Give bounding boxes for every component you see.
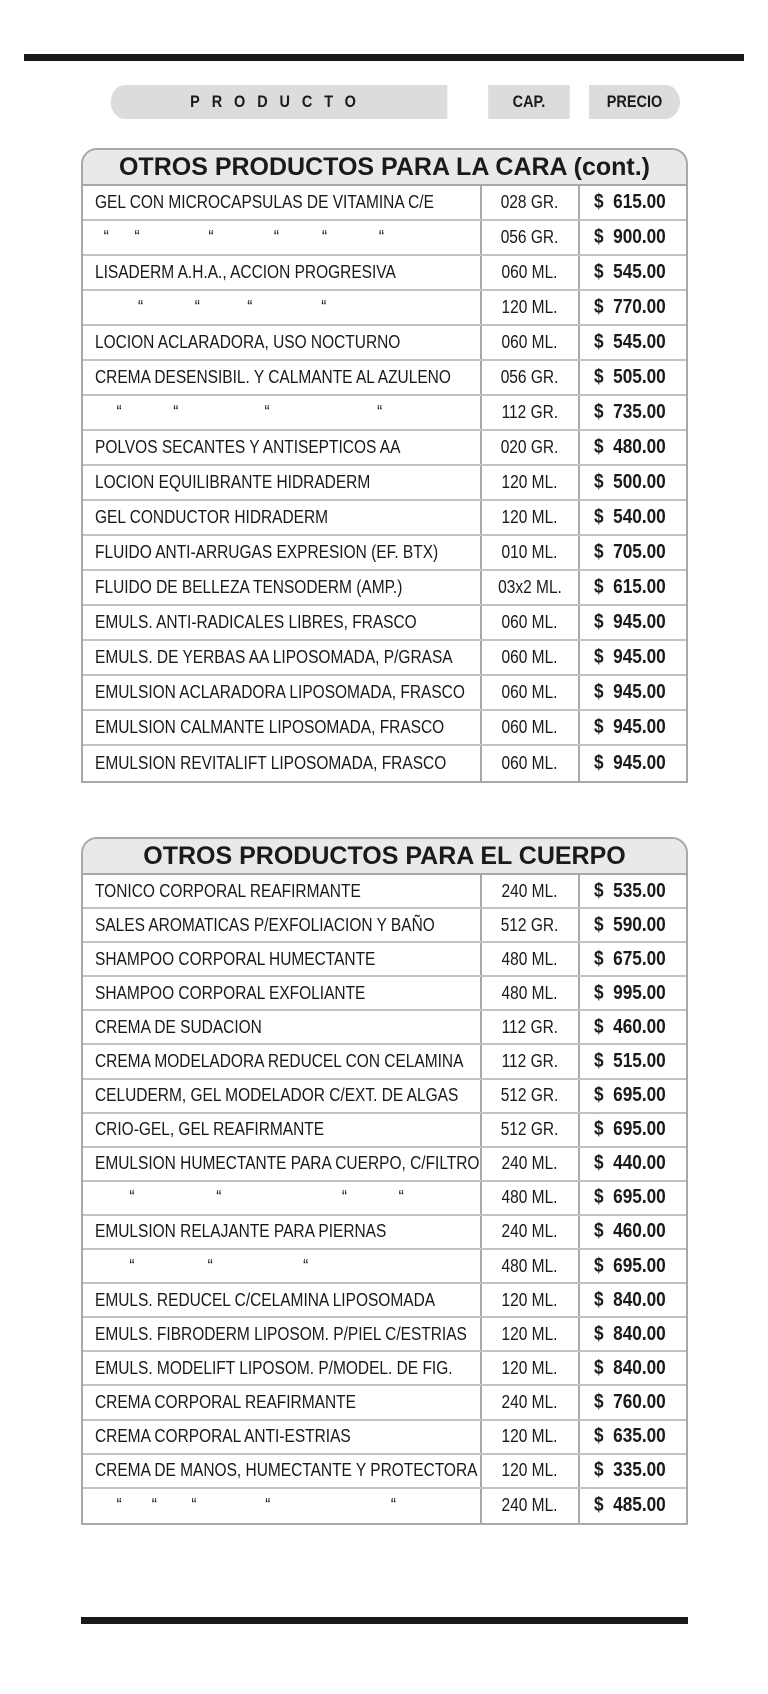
product-name: POLVOS SECANTES Y ANTISEPTICOS AA bbox=[83, 431, 482, 464]
product-name: “ “ “ “ bbox=[83, 291, 482, 324]
product-capacity: 060 ML. bbox=[482, 256, 580, 289]
table-row bbox=[83, 641, 686, 676]
table-row bbox=[83, 501, 686, 536]
product-price: $ 480.00 bbox=[594, 436, 666, 458]
product-price: $ 335.00 bbox=[594, 1459, 666, 1482]
table-row bbox=[83, 606, 686, 641]
product-capacity: 480 ML. bbox=[482, 1182, 580, 1214]
header-cap: CAP. bbox=[488, 85, 570, 119]
product-capacity: 120 ML. bbox=[482, 1352, 580, 1384]
product-name: “ “ “ “ bbox=[83, 1182, 482, 1214]
table-row bbox=[83, 1284, 686, 1318]
product-capacity: 010 ML. bbox=[482, 536, 580, 569]
product-name: EMULS. FIBRODERM LIPOSOM. P/PIEL C/ESTRIAS bbox=[83, 1318, 482, 1350]
product-price: $ 545.00 bbox=[594, 261, 666, 283]
product-capacity: 060 ML. bbox=[482, 746, 580, 781]
product-capacity: 120 ML. bbox=[482, 501, 580, 534]
product-price: $ 540.00 bbox=[594, 506, 666, 528]
table-row bbox=[83, 1352, 686, 1386]
table-row bbox=[83, 431, 686, 466]
product-price: $ 535.00 bbox=[594, 879, 666, 902]
product-price: $ 945.00 bbox=[594, 716, 666, 738]
product-price: $ 840.00 bbox=[594, 1356, 666, 1379]
product-name: GEL CON MICROCAPSULAS DE VITAMINA C/E bbox=[83, 186, 482, 219]
product-capacity: 060 ML. bbox=[482, 711, 580, 744]
product-name: FLUIDO ANTI-ARRUGAS EXPRESION (EF. BTX) bbox=[83, 536, 482, 569]
product-price: $ 695.00 bbox=[594, 1186, 666, 1209]
product-price: $ 615.00 bbox=[594, 576, 666, 598]
product-price: $ 770.00 bbox=[594, 296, 666, 318]
product-price: $ 945.00 bbox=[594, 646, 666, 668]
product-price: $ 695.00 bbox=[594, 1118, 666, 1141]
table-row bbox=[83, 1148, 686, 1182]
product-price: $ 995.00 bbox=[594, 981, 666, 1004]
header-precio: PRECIO bbox=[589, 85, 680, 119]
header-producto: PRODUCTO bbox=[111, 85, 448, 119]
table-row bbox=[83, 943, 686, 977]
table-row bbox=[83, 361, 686, 396]
product-name: EMULS. REDUCEL C/CELAMINA LIPOSOMADA bbox=[83, 1284, 482, 1316]
price-list bbox=[83, 186, 686, 781]
section-cara bbox=[81, 148, 688, 783]
bottom-rule bbox=[81, 1617, 688, 1624]
product-name: SHAMPOO CORPORAL EXFOLIANTE bbox=[83, 977, 482, 1009]
product-price: $ 900.00 bbox=[594, 226, 666, 248]
product-name: CRIO-GEL, GEL REAFIRMANTE bbox=[83, 1114, 482, 1146]
table-row bbox=[83, 977, 686, 1011]
table-row bbox=[83, 746, 686, 781]
product-capacity: 512 GR. bbox=[482, 1080, 580, 1112]
product-name: “ “ “ “ bbox=[83, 396, 482, 429]
product-capacity: 512 GR. bbox=[482, 909, 580, 941]
table-row bbox=[83, 1250, 686, 1284]
product-price: $ 840.00 bbox=[594, 1322, 666, 1345]
product-price: $ 945.00 bbox=[594, 611, 666, 633]
product-capacity: 240 ML. bbox=[482, 1216, 580, 1248]
product-name: FLUIDO DE BELLEZA TENSODERM (AMP.) bbox=[83, 571, 482, 604]
price-list bbox=[83, 875, 686, 1523]
product-name: EMULS. DE YERBAS AA LIPOSOMADA, P/GRASA bbox=[83, 641, 482, 674]
product-price: $ 440.00 bbox=[594, 1152, 666, 1175]
table-row bbox=[83, 186, 686, 221]
product-price: $ 615.00 bbox=[594, 191, 666, 213]
table-row bbox=[83, 909, 686, 943]
product-capacity: 020 GR. bbox=[482, 431, 580, 464]
product-name: CREMA CORPORAL ANTI-ESTRIAS bbox=[83, 1421, 482, 1453]
product-name: EMULSION ACLARADORA LIPOSOMADA, FRASCO bbox=[83, 676, 482, 709]
product-name: “ “ “ bbox=[83, 1250, 482, 1282]
product-price: $ 675.00 bbox=[594, 947, 666, 970]
product-capacity: 120 ML. bbox=[482, 1455, 580, 1487]
product-price: $ 760.00 bbox=[594, 1390, 666, 1413]
table-row bbox=[83, 221, 686, 256]
product-name: EMULSION HUMECTANTE PARA CUERPO, C/FILTRO bbox=[83, 1148, 482, 1180]
product-name: SALES AROMATICAS P/EXFOLIACION Y BAÑO bbox=[83, 909, 482, 941]
section-title: OTROS PRODUCTOS PARA EL CUERPO bbox=[83, 839, 686, 875]
product-capacity: 120 ML. bbox=[482, 1284, 580, 1316]
table-row bbox=[83, 256, 686, 291]
product-name: CREMA DE SUDACION bbox=[83, 1011, 482, 1043]
product-name: LOCION EQUILIBRANTE HIDRADERM bbox=[83, 466, 482, 499]
product-capacity: 480 ML. bbox=[482, 977, 580, 1009]
table-row bbox=[83, 875, 686, 909]
product-price: $ 735.00 bbox=[594, 401, 666, 423]
table-row bbox=[83, 1182, 686, 1216]
product-name: “ “ “ “ “ “ bbox=[83, 221, 482, 254]
table-row bbox=[83, 536, 686, 571]
table-row bbox=[83, 1011, 686, 1045]
top-rule bbox=[24, 54, 744, 61]
product-name: CREMA CORPORAL REAFIRMANTE bbox=[83, 1386, 482, 1418]
product-capacity: 028 GR. bbox=[482, 186, 580, 219]
product-capacity: 060 ML. bbox=[482, 606, 580, 639]
table-row bbox=[83, 291, 686, 326]
product-price: $ 500.00 bbox=[594, 471, 666, 493]
product-capacity: 056 GR. bbox=[482, 221, 580, 254]
section-cuerpo bbox=[81, 837, 688, 1525]
product-name: “ “ “ “ “ bbox=[83, 1489, 482, 1523]
product-capacity: 056 GR. bbox=[482, 361, 580, 394]
product-name: LOCION ACLARADORA, USO NOCTURNO bbox=[83, 326, 482, 359]
table-row bbox=[83, 396, 686, 431]
table-row bbox=[83, 1114, 686, 1148]
table-row bbox=[83, 1421, 686, 1455]
product-capacity: 112 GR. bbox=[482, 1011, 580, 1043]
product-name: EMULSION CALMANTE LIPOSOMADA, FRASCO bbox=[83, 711, 482, 744]
table-row bbox=[83, 1455, 686, 1489]
product-capacity: 120 ML. bbox=[482, 291, 580, 324]
table-row bbox=[83, 326, 686, 361]
table-row bbox=[83, 1318, 686, 1352]
product-capacity: 240 ML. bbox=[482, 875, 580, 907]
product-price: $ 945.00 bbox=[594, 752, 666, 774]
table-row bbox=[83, 1489, 686, 1523]
product-capacity: 112 GR. bbox=[482, 396, 580, 429]
product-name: EMULSION RELAJANTE PARA PIERNAS bbox=[83, 1216, 482, 1248]
product-name: EMULS. MODELIFT LIPOSOM. P/MODEL. DE FIG. bbox=[83, 1352, 482, 1384]
table-header bbox=[81, 85, 688, 119]
product-name: SHAMPOO CORPORAL HUMECTANTE bbox=[83, 943, 482, 975]
table-row bbox=[83, 711, 686, 746]
product-price: $ 590.00 bbox=[594, 913, 666, 936]
product-price: $ 505.00 bbox=[594, 366, 666, 388]
product-name: CREMA DE MANOS, HUMECTANTE Y PROTECTORA bbox=[83, 1455, 482, 1487]
product-price: $ 545.00 bbox=[594, 331, 666, 353]
product-price: $ 705.00 bbox=[594, 541, 666, 563]
product-price: $ 945.00 bbox=[594, 681, 666, 703]
table-row bbox=[83, 676, 686, 711]
product-capacity: 240 ML. bbox=[482, 1148, 580, 1180]
product-capacity: 120 ML. bbox=[482, 1421, 580, 1453]
product-name: LISADERM A.H.A., ACCION PROGRESIVA bbox=[83, 256, 482, 289]
product-capacity: 480 ML. bbox=[482, 943, 580, 975]
table-row bbox=[83, 1080, 686, 1114]
product-name: GEL CONDUCTOR HIDRADERM bbox=[83, 501, 482, 534]
table-row bbox=[83, 1386, 686, 1420]
product-name: EMULS. ANTI-RADICALES LIBRES, FRASCO bbox=[83, 606, 482, 639]
table-row bbox=[83, 571, 686, 606]
product-capacity: 512 GR. bbox=[482, 1114, 580, 1146]
product-capacity: 03x2 ML. bbox=[482, 571, 580, 604]
product-capacity: 240 ML. bbox=[482, 1386, 580, 1418]
product-name: TONICO CORPORAL REAFIRMANTE bbox=[83, 875, 482, 907]
product-price: $ 840.00 bbox=[594, 1288, 666, 1311]
product-capacity: 480 ML. bbox=[482, 1250, 580, 1282]
product-name: EMULSION REVITALIFT LIPOSOMADA, FRASCO bbox=[83, 746, 482, 781]
product-price: $ 695.00 bbox=[594, 1254, 666, 1277]
table-row bbox=[83, 466, 686, 501]
product-capacity: 060 ML. bbox=[482, 641, 580, 674]
product-price: $ 635.00 bbox=[594, 1425, 666, 1448]
section-title: OTROS PRODUCTOS PARA LA CARA (cont.) bbox=[83, 150, 686, 186]
product-name: CREMA DESENSIBIL. Y CALMANTE AL AZULENO bbox=[83, 361, 482, 394]
product-price: $ 695.00 bbox=[594, 1084, 666, 1107]
table-row bbox=[83, 1216, 686, 1250]
product-price: $ 460.00 bbox=[594, 1220, 666, 1243]
product-capacity: 060 ML. bbox=[482, 326, 580, 359]
product-name: CREMA MODELADORA REDUCEL CON CELAMINA bbox=[83, 1045, 482, 1077]
product-price: $ 460.00 bbox=[594, 1015, 666, 1038]
product-capacity: 060 ML. bbox=[482, 676, 580, 709]
product-capacity: 240 ML. bbox=[482, 1489, 580, 1523]
product-price: $ 485.00 bbox=[594, 1494, 666, 1517]
product-capacity: 120 ML. bbox=[482, 1318, 580, 1350]
product-capacity: 120 ML. bbox=[482, 466, 580, 499]
product-price: $ 515.00 bbox=[594, 1050, 666, 1073]
product-capacity: 112 GR. bbox=[482, 1045, 580, 1077]
table-row bbox=[83, 1045, 686, 1079]
product-name: CELUDERM, GEL MODELADOR C/EXT. DE ALGAS bbox=[83, 1080, 482, 1112]
